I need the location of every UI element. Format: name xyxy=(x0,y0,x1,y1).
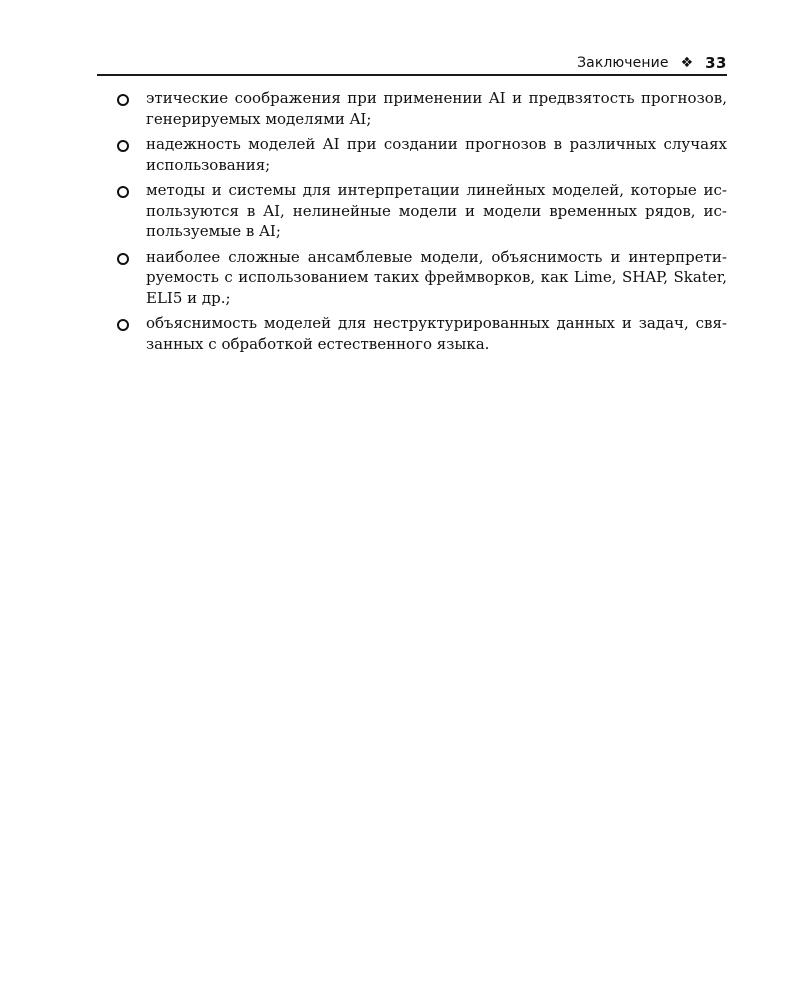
list-item xyxy=(115,88,727,129)
ornament-icon: ❖ xyxy=(680,55,694,71)
list-item-text: надежность моделей AI при создании прогнозов в различных случаях использования; xyxy=(146,135,727,174)
circle-bullet-icon xyxy=(117,319,129,331)
list-item-text: этические соображения при применении AI и предвзятость прогнозов, генерируемых моделями AI; xyxy=(146,89,727,128)
bullet-list xyxy=(115,88,727,359)
running-header xyxy=(97,52,727,74)
circle-bullet-icon xyxy=(117,94,129,106)
list-item-text: методы и системы для интерпретации линейных моделей, которые используются в AI, нелинейные модели и модели временных рядов, используемые в AI; xyxy=(146,181,727,240)
header-rule xyxy=(97,74,727,76)
circle-bullet-icon xyxy=(117,253,129,265)
list-item xyxy=(115,180,727,242)
circle-bullet-icon xyxy=(117,140,129,152)
list-item xyxy=(115,313,727,354)
list-item xyxy=(115,247,727,309)
list-item-text: объяснимость моделей для неструктурированных данных и задач, связанных с обработкой естественного языка. xyxy=(146,314,727,353)
section-title: Заключение xyxy=(577,55,669,71)
circle-bullet-icon xyxy=(117,186,129,198)
page-number: 33 xyxy=(705,54,727,72)
list-item xyxy=(115,134,727,175)
list-item-text: наиболее сложные ансамблевые модели, объяснимость и интерпретируемость с использованием таких фреймворков, как Lime, SHAP, Skater, ELI5 и др.; xyxy=(146,247,727,307)
